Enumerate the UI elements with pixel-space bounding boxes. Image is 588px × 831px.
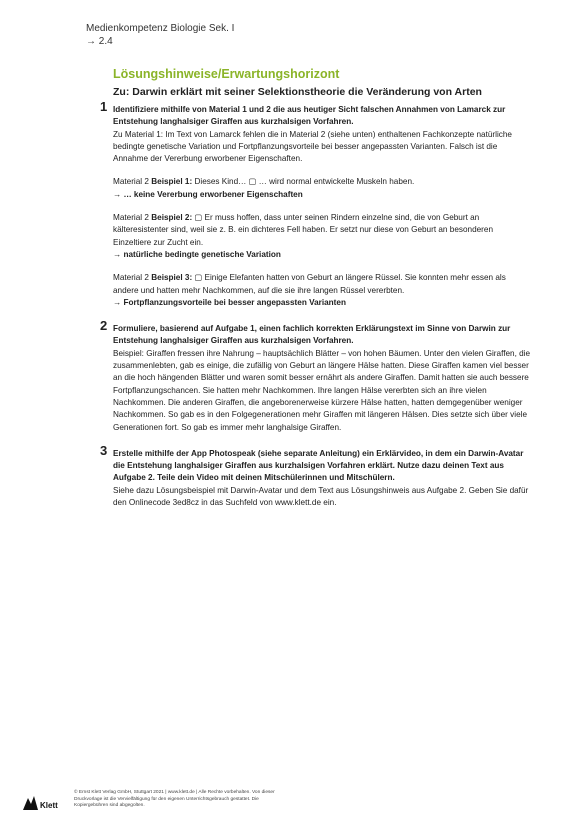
- example-prefix: Material 2: [113, 273, 152, 283]
- copyright-notice: © Ernst Klett Verlag GmbH, Stuttgart 2021 | www.klett.de | Alle Rechte vorbehalten. Von dieser Druckvorlage ist die Vervielfältigung für den eigenen Unterrichtsgebrauch gestattet. Die Kopiergebühren sind abgegolten.: [74, 790, 275, 809]
- svg-text:Klett: Klett: [40, 801, 58, 810]
- example-prefix: Material 2: [113, 177, 152, 187]
- example-text: Dieses Kind… ▢ … wird normal entwickelte Muskeln haben.: [192, 177, 415, 187]
- example-prefix: Material 2: [113, 213, 152, 223]
- task-number: 3: [100, 442, 108, 458]
- example-label: Beispiel 3:: [151, 273, 193, 283]
- task-answer-intro: Zu Material 1: Im Text von Lamarck fehlen die in Material 2 (siehe unten) enthaltenen Fachkonzepte natürliche bedingte genetische Variation und Fortpflanzungsvorteile bei besser angepassten Varianten. Falsch ist die Annahme der Vererbung erworbener Eigenschaften.: [113, 129, 512, 164]
- example-label: Beispiel 2:: [151, 213, 193, 223]
- example-block-2: [113, 212, 531, 261]
- example-conclusion: → natürliche bedingte genetische Variation: [113, 249, 281, 259]
- task-answer: Siehe dazu Lösungsbeispiel mit Darwin-Avatar und dem Text aus Lösungshinweis aus Aufgabe 2. Geben Sie dafür den Onlinecode 3ed8cz in das Suchfeld von www.klett.de ein.: [113, 485, 529, 508]
- task-number: 1: [100, 99, 108, 114]
- section-subtitle: Zu: Darwin erklärt mit seiner Selektionstheorie die Veränderung von Arten: [113, 86, 482, 98]
- task-question: Identifiziere mithilfe von Material 1 und 2 die aus heutiger Sicht falschen Annahmen von Lamarck zur Entstehung langhalsiger Giraffen aus kurzhalsigen Vorfahren.: [113, 105, 506, 127]
- task-3: [100, 442, 531, 509]
- task-question: Formuliere, basierend auf Aufgabe 1, einen fachlich korrekten Erklärungstext im Sinne von Darwin zur Entstehung langhalsiger Giraffen aus kurzhalsigen Vorfahren.: [113, 324, 511, 346]
- klett-logo: [20, 792, 60, 814]
- section-title: Lösungshinweise/Erwartungshorizont: [113, 67, 340, 81]
- example-block-1: [113, 176, 531, 201]
- example-conclusion: → Fortpflanzungsvorteile bei besser angepassten Varianten: [113, 297, 346, 307]
- page-header: [86, 22, 234, 48]
- task-number: 2: [100, 318, 108, 334]
- header-series-title: Medienkompetenz Biologie Sek. I: [86, 23, 235, 34]
- tasks-content: [100, 99, 531, 523]
- example-label: Beispiel 1:: [151, 177, 193, 187]
- header-chapter-ref: → 2.4: [86, 36, 113, 47]
- task-1: [100, 99, 531, 309]
- example-text: ▢ Er muss hoffen, dass unter seinen Rindern einzelne sind, die von Geburt an kälteresistenter sind, weil sie z. B. ein dichteres Fell haben. Er setzt nur diese von Geburt an besonderen Einzeltiere zur Zucht ein.: [113, 213, 494, 247]
- task-answer: Beispiel: Giraffen fressen ihre Nahrung – hauptsächlich Blätter – von hohen Bäumen. Unter den vielen Giraffen, die zusammenlebten, gab es einige, die zufällig von Geburt an längere Hälse hatten. Diese Giraffen kamen viel besser an die hoch hängenden Blätter und waren somit besser ernährt als andere Giraffen. Damit hatten sie auch bessere Fortpflanzungschancen. Sie hatten mehr Nachkommen. Ihre langen Hälse vererbten sich an ihre vielen Nachkommen. Die anderen Giraffen, die angeborenerweise kürzere Hälse hatten, hatten demgegenüber weniger Nachkommen. So gab es in den Folgegenerationen mehr Giraffen mit längeren Hälsen. Dies setzte sich über viele Generationen fort. So gab es immer mehr langhalsige Giraffen.: [113, 348, 531, 432]
- task-question: Erstelle mithilfe der App Photospeak (siehe separate Anleitung) ein Erklärvideo, in dem ein Darwin-Avatar die Entstehung langhalsiger Giraffen aus kurzhalsigen Vorfahren erklärt. Nutze dazu deinen Text aus Aufgabe 2. Teile dein Video mit deinen Mitschülerinnen und Mitschülern.: [113, 448, 524, 483]
- example-block-3: [113, 272, 531, 309]
- task-2: [100, 318, 531, 434]
- example-conclusion: → … keine Vererbung erworbener Eigenschaften: [113, 189, 303, 199]
- example-text: ▢ Einige Elefanten hatten von Geburt an längere Rüssel. Sie konnten mehr essen als andere und hatten mehr Nachkommen, auf die sie ihre langen Rüssel vererbten.: [113, 273, 506, 295]
